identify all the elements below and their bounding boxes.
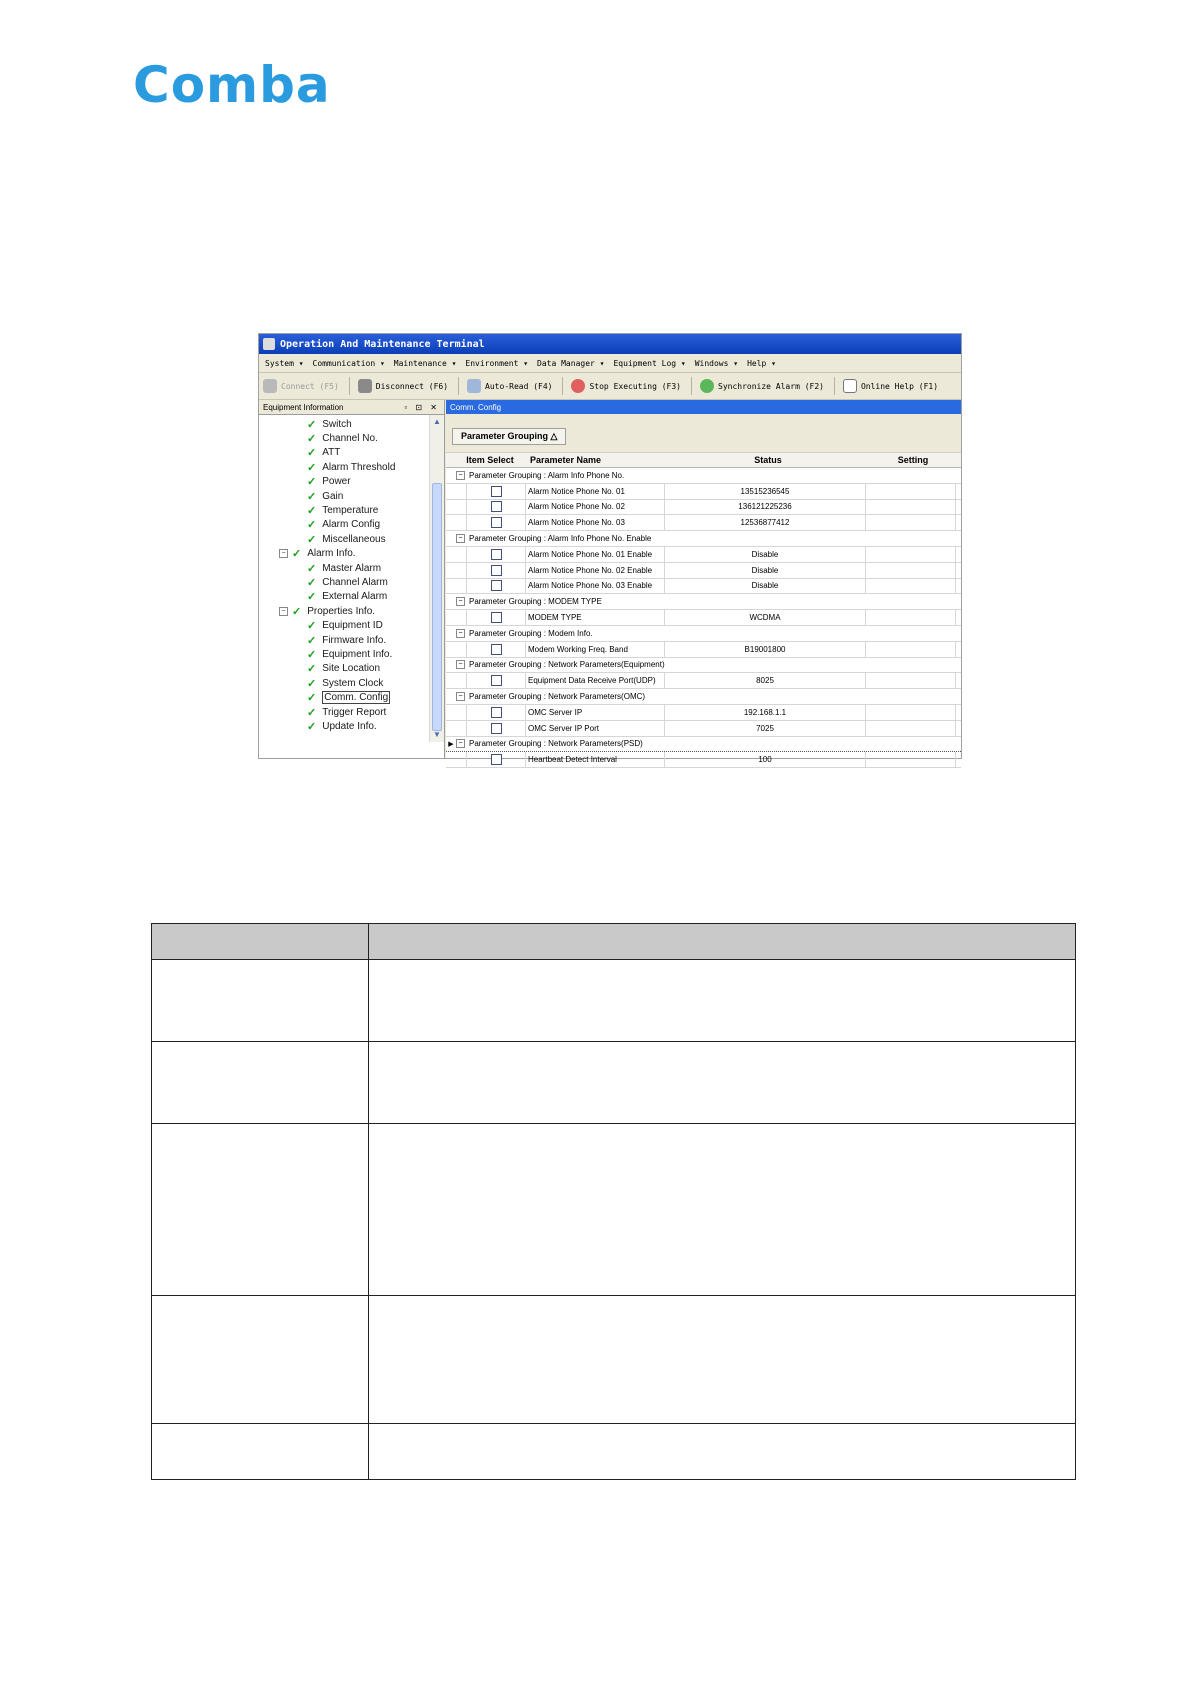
collapse-icon[interactable]: − bbox=[456, 739, 465, 748]
status-cell: 12536877412 bbox=[665, 515, 866, 530]
row-indent bbox=[456, 642, 466, 657]
table-row[interactable] bbox=[446, 563, 961, 579]
item-select-cell bbox=[466, 610, 526, 625]
row-indent bbox=[456, 484, 466, 499]
checkmark-icon: ✓ bbox=[307, 533, 317, 546]
menu-bar bbox=[259, 354, 961, 373]
online-help-button[interactable] bbox=[843, 379, 938, 393]
tree-item-label: Power bbox=[322, 476, 351, 488]
row-indicator bbox=[446, 705, 456, 720]
scroll-up-arrow-icon[interactable]: ▲ bbox=[433, 417, 441, 426]
disconnect-icon bbox=[358, 379, 372, 393]
item-select-checkbox[interactable] bbox=[491, 707, 502, 718]
checkmark-icon: ✓ bbox=[307, 476, 317, 489]
sync-icon bbox=[700, 379, 714, 393]
row-indicator bbox=[446, 500, 456, 515]
table-cell bbox=[152, 1124, 369, 1296]
parameter-name-cell: Alarm Notice Phone No. 03 bbox=[526, 515, 665, 530]
checkmark-icon: ✓ bbox=[307, 433, 317, 446]
panel-title: Equipment Information bbox=[263, 402, 344, 412]
menu-help[interactable]: Help ▾ bbox=[747, 358, 776, 368]
checkmark-icon: ✓ bbox=[307, 562, 317, 575]
collapse-icon[interactable]: − bbox=[456, 597, 465, 606]
table-cell bbox=[369, 1042, 1076, 1124]
tree-item-label: Properties Info. bbox=[307, 605, 376, 617]
help-cursor-icon bbox=[843, 379, 857, 393]
item-select-cell bbox=[466, 515, 526, 530]
tree-item-label: Alarm Config bbox=[322, 519, 381, 531]
item-select-cell bbox=[466, 484, 526, 499]
table-row[interactable] bbox=[446, 484, 961, 500]
connect-button[interactable] bbox=[263, 379, 339, 393]
disconnect-label: Disconnect (F6) bbox=[375, 381, 449, 391]
tree-item-label: Gain bbox=[322, 490, 344, 502]
panel-control-buttons[interactable]: ▫ ⊡ ✕ bbox=[404, 402, 440, 412]
tree-item[interactable] bbox=[259, 604, 444, 618]
tree-item[interactable] bbox=[259, 705, 444, 719]
tree-item[interactable] bbox=[259, 575, 444, 589]
status-cell: 13515236545 bbox=[665, 484, 866, 499]
collapse-icon[interactable]: − bbox=[456, 660, 465, 669]
item-select-checkbox[interactable] bbox=[491, 580, 502, 591]
table-row[interactable] bbox=[446, 515, 961, 531]
table-header-cell bbox=[152, 924, 369, 960]
checkmark-icon: ✓ bbox=[307, 692, 317, 705]
stop-executing-label: Stop Executing (F3) bbox=[589, 381, 681, 391]
toolbar-separator bbox=[562, 377, 563, 395]
item-select-cell bbox=[466, 705, 526, 720]
tree-item[interactable] bbox=[259, 590, 444, 604]
column-parameter-name[interactable]: Parameter Name bbox=[530, 455, 602, 465]
table-cell bbox=[152, 1424, 369, 1480]
group-label: Parameter Grouping : Alarm Info Phone No. Enable bbox=[469, 534, 652, 544]
checkmark-icon: ✓ bbox=[307, 706, 317, 719]
group-row[interactable] bbox=[446, 531, 961, 547]
table-row bbox=[152, 1124, 1076, 1296]
tree-item-label: Firmware Info. bbox=[322, 634, 387, 646]
row-indent bbox=[456, 515, 466, 530]
connect-icon bbox=[263, 379, 277, 393]
tree-item-label: Channel Alarm bbox=[322, 576, 388, 588]
item-select-cell bbox=[466, 547, 526, 562]
row-indicator bbox=[446, 547, 456, 562]
toolbar bbox=[259, 373, 961, 400]
table-row bbox=[152, 1424, 1076, 1480]
tree-item[interactable] bbox=[259, 662, 444, 676]
item-select-checkbox[interactable] bbox=[491, 501, 502, 512]
table-row[interactable] bbox=[446, 579, 961, 595]
column-setting[interactable]: Setting bbox=[897, 455, 929, 465]
table-row[interactable] bbox=[446, 752, 961, 768]
online-help-label: Online Help (F1) bbox=[860, 381, 939, 391]
disconnect-button[interactable] bbox=[358, 379, 448, 393]
current-row-arrow-icon: ▶ bbox=[448, 740, 454, 748]
tree-item-label: Master Alarm bbox=[322, 562, 382, 574]
checkmark-icon: ✓ bbox=[307, 461, 317, 474]
status-cell: Disable bbox=[665, 547, 866, 562]
grid-header bbox=[446, 453, 961, 468]
group-row[interactable] bbox=[446, 689, 961, 705]
checkmark-icon: ✓ bbox=[307, 505, 317, 518]
tree-item[interactable] bbox=[259, 503, 444, 517]
collapse-icon[interactable]: − bbox=[279, 549, 288, 558]
collapse-icon[interactable]: − bbox=[279, 607, 288, 616]
parameter-name-cell: MODEM TYPE bbox=[526, 610, 665, 625]
collapse-icon[interactable]: − bbox=[456, 692, 465, 701]
group-row[interactable] bbox=[446, 626, 961, 642]
item-select-cell bbox=[466, 563, 526, 578]
item-select-checkbox[interactable] bbox=[491, 644, 502, 655]
menu-system[interactable]: System ▾ bbox=[265, 358, 304, 368]
checkmark-icon: ✓ bbox=[307, 677, 317, 690]
setting-cell[interactable] bbox=[866, 673, 956, 688]
column-status[interactable]: Status bbox=[754, 455, 782, 465]
tree-item-label: Miscellaneous bbox=[322, 533, 386, 545]
tree-item-label: Equipment ID bbox=[322, 620, 383, 632]
checkmark-icon: ✓ bbox=[307, 418, 317, 431]
checkmark-icon: ✓ bbox=[307, 634, 317, 647]
row-indicator bbox=[446, 484, 456, 499]
group-label: Parameter Grouping : Modem Info. bbox=[469, 628, 593, 638]
equipment-information-panel bbox=[259, 400, 445, 758]
table-row[interactable] bbox=[446, 721, 961, 737]
row-indent bbox=[456, 579, 466, 594]
row-indicator bbox=[446, 752, 456, 767]
checkmark-icon: ✓ bbox=[307, 576, 317, 589]
item-select-checkbox[interactable] bbox=[491, 754, 502, 765]
toolbar-separator bbox=[691, 377, 692, 395]
setting-cell[interactable] bbox=[866, 563, 956, 578]
checkmark-icon: ✓ bbox=[292, 605, 302, 618]
item-select-cell bbox=[466, 500, 526, 515]
row-indent bbox=[456, 705, 466, 720]
status-cell: 8025 bbox=[665, 673, 866, 688]
table-header-row bbox=[152, 924, 1076, 960]
parameter-name-cell: Equipment Data Receive Port(UDP) bbox=[526, 673, 665, 688]
checkmark-icon: ✓ bbox=[307, 620, 317, 633]
menu-equipment-log[interactable]: Equipment Log ▾ bbox=[613, 358, 686, 368]
menu-maintenance[interactable]: Maintenance ▾ bbox=[393, 358, 457, 368]
tree-item[interactable] bbox=[259, 475, 444, 489]
toolbar-separator bbox=[458, 377, 459, 395]
setting-cell[interactable] bbox=[866, 579, 956, 594]
row-indent bbox=[456, 563, 466, 578]
tree-item[interactable] bbox=[259, 460, 444, 474]
tree-item[interactable] bbox=[259, 561, 444, 575]
row-indent bbox=[456, 500, 466, 515]
table-row bbox=[152, 1042, 1076, 1124]
group-label: Parameter Grouping : Network Parameters(PSD) bbox=[469, 739, 643, 749]
item-select-checkbox[interactable] bbox=[491, 517, 502, 528]
tree-item[interactable] bbox=[259, 446, 444, 460]
setting-cell[interactable] bbox=[866, 500, 956, 515]
menu-data-manager[interactable]: Data Manager ▾ bbox=[537, 358, 605, 368]
menu-communication[interactable]: Communication ▾ bbox=[312, 358, 385, 368]
status-cell: Disable bbox=[665, 563, 866, 578]
parameter-grouping-chip[interactable]: Parameter Grouping △ bbox=[452, 428, 566, 445]
table-cell bbox=[152, 960, 369, 1042]
item-select-checkbox[interactable] bbox=[491, 549, 502, 560]
group-row[interactable] bbox=[446, 468, 961, 484]
table-row[interactable] bbox=[446, 500, 961, 516]
tree-item-label: ATT bbox=[322, 447, 341, 459]
tree-item-label: Alarm Info. bbox=[307, 548, 356, 560]
column-item-select[interactable]: Item Select bbox=[466, 455, 514, 465]
panel-header bbox=[259, 400, 444, 415]
stop-icon bbox=[571, 379, 585, 393]
table-cell bbox=[152, 1042, 369, 1124]
tree-item[interactable] bbox=[259, 518, 444, 532]
item-select-cell bbox=[466, 721, 526, 736]
table-row[interactable] bbox=[446, 705, 961, 721]
tree-item-label: Switch bbox=[322, 418, 352, 430]
parameter-name-cell: OMC Server IP Port bbox=[526, 721, 665, 736]
item-select-checkbox[interactable] bbox=[491, 612, 502, 623]
row-indicator bbox=[446, 642, 456, 657]
collapse-icon[interactable]: − bbox=[456, 471, 465, 480]
toolbar-separator bbox=[349, 377, 350, 395]
item-select-checkbox[interactable] bbox=[491, 723, 502, 734]
parameter-name-cell: Alarm Notice Phone No. 02 Enable bbox=[526, 563, 665, 578]
setting-cell[interactable] bbox=[866, 610, 956, 625]
checkmark-icon: ✓ bbox=[307, 720, 317, 733]
tree-item[interactable] bbox=[259, 676, 444, 690]
item-select-checkbox[interactable] bbox=[491, 565, 502, 576]
table-cell bbox=[152, 1296, 369, 1424]
setting-cell[interactable] bbox=[866, 721, 956, 736]
status-cell: 7025 bbox=[665, 721, 866, 736]
parameter-name-cell: Alarm Notice Phone No. 03 Enable bbox=[526, 579, 665, 594]
description-table bbox=[151, 923, 1076, 1480]
stop-executing-button[interactable] bbox=[571, 379, 681, 393]
scroll-down-arrow-icon[interactable]: ▼ bbox=[433, 730, 441, 739]
checkmark-icon: ✓ bbox=[307, 490, 317, 503]
tree-item[interactable] bbox=[259, 633, 444, 647]
app-icon bbox=[263, 338, 275, 350]
item-select-checkbox[interactable] bbox=[491, 675, 502, 686]
item-select-cell bbox=[466, 579, 526, 594]
equipment-tree bbox=[259, 415, 444, 734]
group-label: Parameter Grouping : Alarm Info Phone No. bbox=[469, 470, 625, 480]
table-header-cell bbox=[369, 924, 1076, 960]
tree-item[interactable] bbox=[259, 417, 444, 431]
table-cell bbox=[369, 1424, 1076, 1480]
group-label: Parameter Grouping : MODEM TYPE bbox=[469, 597, 602, 607]
status-cell: B19001800 bbox=[665, 642, 866, 657]
tree-item-label: Site Location bbox=[322, 663, 381, 675]
setting-cell[interactable] bbox=[866, 484, 956, 499]
checkmark-icon: ✓ bbox=[307, 648, 317, 661]
table-row bbox=[152, 960, 1076, 1042]
comba-logo: Comba bbox=[133, 56, 331, 114]
row-indicator-header bbox=[446, 453, 456, 467]
tree-item[interactable] bbox=[259, 532, 444, 546]
table-row[interactable] bbox=[446, 642, 961, 658]
group-label: Parameter Grouping : Network Parameters(OMC) bbox=[469, 692, 646, 702]
menu-environment[interactable]: Environment ▾ bbox=[465, 358, 529, 368]
row-indicator bbox=[446, 721, 456, 736]
connect-label: Connect (F5) bbox=[281, 381, 339, 391]
tree-item[interactable] bbox=[259, 547, 444, 561]
comm-config-panel bbox=[446, 400, 961, 765]
tree-item[interactable] bbox=[259, 719, 444, 733]
row-indicator bbox=[446, 610, 456, 625]
tree-item-label: Trigger Report bbox=[322, 706, 387, 718]
tree-item-label: Equipment Info. bbox=[322, 648, 393, 660]
tree-item[interactable] bbox=[259, 690, 444, 704]
synchronize-alarm-button[interactable] bbox=[700, 379, 824, 393]
table-row[interactable] bbox=[446, 547, 961, 563]
table-cell bbox=[369, 960, 1076, 1042]
setting-cell[interactable] bbox=[866, 515, 956, 530]
title-bar bbox=[259, 334, 961, 354]
auto-read-icon bbox=[467, 379, 481, 393]
tree-item-label: System Clock bbox=[322, 677, 384, 689]
synchronize-alarm-label: Synchronize Alarm (F2) bbox=[718, 381, 824, 391]
tree-item[interactable] bbox=[259, 431, 444, 445]
tree-item-label: Update Info. bbox=[322, 720, 377, 732]
checkmark-icon: ✓ bbox=[307, 591, 317, 604]
status-cell: 192.168.1.1 bbox=[665, 705, 866, 720]
status-cell: WCDMA bbox=[665, 610, 866, 625]
parameter-name-cell: Modem Working Freq. Band bbox=[526, 642, 665, 657]
setting-cell[interactable] bbox=[866, 705, 956, 720]
parameter-name-cell: Alarm Notice Phone No. 01 bbox=[526, 484, 665, 499]
tree-item[interactable] bbox=[259, 647, 444, 661]
parameter-name-cell: Heartbeat Detect Interval bbox=[526, 752, 665, 767]
window-title: Operation And Maintenance Terminal bbox=[280, 338, 485, 350]
tree-scrollbar[interactable] bbox=[429, 415, 444, 742]
status-cell: 100 bbox=[665, 752, 866, 767]
table-cell bbox=[369, 1124, 1076, 1296]
row-indicator bbox=[446, 673, 456, 688]
comm-config-tab[interactable]: Comm. Config bbox=[446, 400, 961, 414]
collapse-icon[interactable]: − bbox=[456, 629, 465, 638]
tree-item-label: Comm. Config bbox=[324, 692, 389, 704]
row-indicator bbox=[446, 579, 456, 594]
toolbar-separator bbox=[834, 377, 835, 395]
table-row[interactable] bbox=[446, 673, 961, 689]
auto-read-button[interactable] bbox=[467, 379, 552, 393]
setting-cell[interactable] bbox=[866, 547, 956, 562]
tree-item-label: External Alarm bbox=[322, 591, 388, 603]
row-indent bbox=[456, 721, 466, 736]
row-indicator bbox=[446, 515, 456, 530]
setting-cell[interactable] bbox=[866, 642, 956, 657]
tree-item-label: Temperature bbox=[322, 505, 379, 517]
item-select-cell bbox=[466, 752, 526, 767]
tree-item-label: Alarm Threshold bbox=[322, 461, 396, 473]
row-indicator bbox=[446, 563, 456, 578]
row-indent bbox=[456, 752, 466, 767]
table-cell bbox=[369, 1296, 1076, 1424]
status-cell: Disable bbox=[665, 579, 866, 594]
item-select-cell bbox=[466, 642, 526, 657]
item-select-cell bbox=[466, 673, 526, 688]
item-select-checkbox[interactable] bbox=[491, 486, 502, 497]
row-indent bbox=[456, 610, 466, 625]
group-row[interactable] bbox=[446, 594, 961, 610]
grid-body bbox=[446, 468, 961, 768]
status-cell: 136121225236 bbox=[665, 500, 866, 515]
table-row bbox=[152, 1296, 1076, 1424]
tree-item[interactable] bbox=[259, 618, 444, 632]
row-indent bbox=[456, 547, 466, 562]
auto-read-label: Auto-Read (F4) bbox=[485, 381, 553, 391]
scroll-thumb[interactable] bbox=[432, 483, 442, 731]
parameter-name-cell: Alarm Notice Phone No. 01 Enable bbox=[526, 547, 665, 562]
app-window bbox=[258, 333, 962, 765]
grouping-area bbox=[446, 414, 961, 453]
checkmark-icon: ✓ bbox=[307, 519, 317, 532]
row-indent bbox=[456, 673, 466, 688]
parameter-name-cell: OMC Server IP bbox=[526, 705, 665, 720]
checkmark-icon: ✓ bbox=[292, 548, 302, 561]
group-row[interactable] bbox=[446, 737, 961, 753]
checkmark-icon: ✓ bbox=[307, 663, 317, 676]
tree-item[interactable] bbox=[259, 489, 444, 503]
parameter-name-cell: Alarm Notice Phone No. 02 bbox=[526, 500, 665, 515]
tree-item-label: Channel No. bbox=[322, 433, 378, 445]
checkmark-icon: ✓ bbox=[307, 447, 317, 460]
table-row[interactable] bbox=[446, 610, 961, 626]
group-label: Parameter Grouping : Network Parameters(Equipment) bbox=[469, 660, 665, 670]
collapse-icon[interactable]: − bbox=[456, 534, 465, 543]
setting-cell[interactable] bbox=[866, 752, 956, 767]
menu-windows[interactable]: Windows ▾ bbox=[694, 358, 739, 368]
group-row[interactable] bbox=[446, 658, 961, 674]
